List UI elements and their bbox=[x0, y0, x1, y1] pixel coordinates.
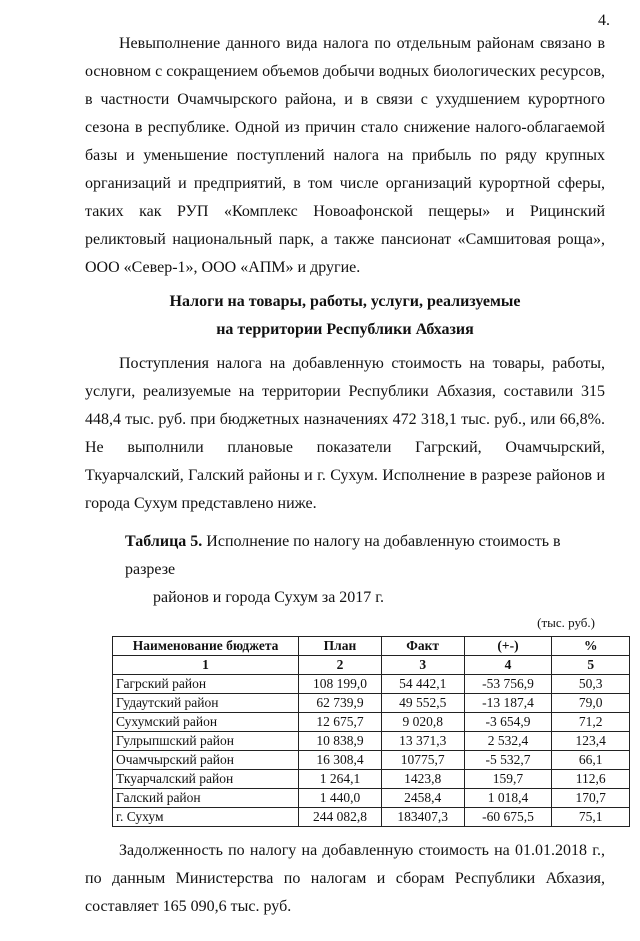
budget-name-cell: Сухумский район bbox=[113, 713, 299, 732]
vat-table bbox=[112, 636, 630, 827]
table-row bbox=[113, 675, 630, 694]
column-number: 5 bbox=[552, 656, 630, 675]
value-cell: 123,4 bbox=[552, 732, 630, 751]
value-cell: 183407,3 bbox=[381, 808, 464, 827]
value-cell: 75,1 bbox=[552, 808, 630, 827]
value-cell: 10775,7 bbox=[381, 751, 464, 770]
value-cell: 170,7 bbox=[552, 789, 630, 808]
budget-name-cell: Галский район bbox=[113, 789, 299, 808]
section-heading bbox=[85, 288, 605, 344]
table-caption-label: Таблица 5. bbox=[125, 533, 203, 550]
page-number: 4. bbox=[598, 12, 610, 29]
table-caption bbox=[125, 528, 605, 612]
table-row bbox=[113, 808, 630, 827]
heading-line-1: Налоги на товары, работы, услуги, реализуемые bbox=[169, 293, 521, 310]
value-cell: -3 654,9 bbox=[464, 713, 552, 732]
budget-name-cell: Очамчырский район bbox=[113, 751, 299, 770]
value-cell: 108 199,0 bbox=[299, 675, 382, 694]
value-cell: 2458,4 bbox=[381, 789, 464, 808]
table-row bbox=[113, 732, 630, 751]
value-cell: 112,6 bbox=[552, 770, 630, 789]
value-cell: -60 675,5 bbox=[464, 808, 552, 827]
value-cell: 66,1 bbox=[552, 751, 630, 770]
budget-name-cell: Гагрский район bbox=[113, 675, 299, 694]
column-header: План bbox=[299, 637, 382, 656]
paragraph-3: Задолженность по налогу на добавленную стоимость на 01.01.2018 г., по данным Министерства по налогам и сборам Республики Абхазия, составляет 165 090,6 тыс. руб. bbox=[85, 842, 605, 915]
column-number: 3 bbox=[381, 656, 464, 675]
column-number: 1 bbox=[113, 656, 299, 675]
value-cell: -53 756,9 bbox=[464, 675, 552, 694]
value-cell: 1 264,1 bbox=[299, 770, 382, 789]
value-cell: 16 308,4 bbox=[299, 751, 382, 770]
value-cell: 79,0 bbox=[552, 694, 630, 713]
table-caption-line-2: районов и города Сухум за 2017 г. bbox=[153, 589, 385, 606]
column-header: (+-) bbox=[464, 637, 552, 656]
units-note: (тыс. руб.) bbox=[537, 615, 595, 630]
table-row bbox=[113, 751, 630, 770]
column-number: 4 bbox=[464, 656, 552, 675]
value-cell: -13 187,4 bbox=[464, 694, 552, 713]
table-row bbox=[113, 713, 630, 732]
column-number: 2 bbox=[299, 656, 382, 675]
table-caption-line-1: Исполнение по налогу на добавленную стоимость в разрезе bbox=[125, 533, 561, 578]
value-cell: 62 739,9 bbox=[299, 694, 382, 713]
value-cell: 71,2 bbox=[552, 713, 630, 732]
budget-name-cell: Ткуарчалский район bbox=[113, 770, 299, 789]
value-cell: 244 082,8 bbox=[299, 808, 382, 827]
column-header: % bbox=[552, 637, 630, 656]
value-cell: -5 532,7 bbox=[464, 751, 552, 770]
value-cell: 1423,8 bbox=[381, 770, 464, 789]
value-cell: 9 020,8 bbox=[381, 713, 464, 732]
value-cell: 54 442,1 bbox=[381, 675, 464, 694]
value-cell: 159,7 bbox=[464, 770, 552, 789]
paragraph-1: Невыполнение данного вида налога по отдельным районам связано в основном с сокращением объемов добычи водных биологических ресурсов, в частности Очамчырского района, и в связи с ухудшением курортного сезона в республике. Одной из причин стало снижение налого-облагаемой базы и уменьшение поступлений налога на прибыль по ряду крупных организаций и предприятий, в том числе организаций курортной сферы, таких как РУП «Комплекс Новоафонской пещеры» и Рицинский реликтовый национальный парк, а также пансионат «Самшитовая роща», ООО «Север-1», ООО «АПМ» и другие. bbox=[85, 35, 605, 276]
paragraph-2: Поступления налога на добавленную стоимость на товары, работы, услуги, реализуемые на территории Республики Абхазия, составили 315 448,4 тыс. руб. при бюджетных назначениях 472 318,1 тыс. руб., или 66,8%. Не выполнили плановые показатели Гагрский, Очамчырский, Ткуарчалский, Галский районы и г. Сухум. Исполнение в разрезе районов и города Сухум представлено ниже. bbox=[85, 355, 605, 512]
value-cell: 10 838,9 bbox=[299, 732, 382, 751]
value-cell: 50,3 bbox=[552, 675, 630, 694]
budget-name-cell: Гудаутский район bbox=[113, 694, 299, 713]
budget-name-cell: г. Сухум bbox=[113, 808, 299, 827]
column-header: Наименование бюджета bbox=[113, 637, 299, 656]
heading-line-2: на территории Республики Абхазия bbox=[216, 321, 474, 338]
table-row bbox=[113, 789, 630, 808]
budget-name-cell: Гулрыпшский район bbox=[113, 732, 299, 751]
value-cell: 49 552,5 bbox=[381, 694, 464, 713]
table-row bbox=[113, 694, 630, 713]
value-cell: 2 532,4 bbox=[464, 732, 552, 751]
value-cell: 1 018,4 bbox=[464, 789, 552, 808]
value-cell: 13 371,3 bbox=[381, 732, 464, 751]
table-column-numbers bbox=[113, 656, 630, 675]
table-row bbox=[113, 770, 630, 789]
column-header: Факт bbox=[381, 637, 464, 656]
value-cell: 12 675,7 bbox=[299, 713, 382, 732]
value-cell: 1 440,0 bbox=[299, 789, 382, 808]
table-header-row bbox=[113, 637, 630, 656]
